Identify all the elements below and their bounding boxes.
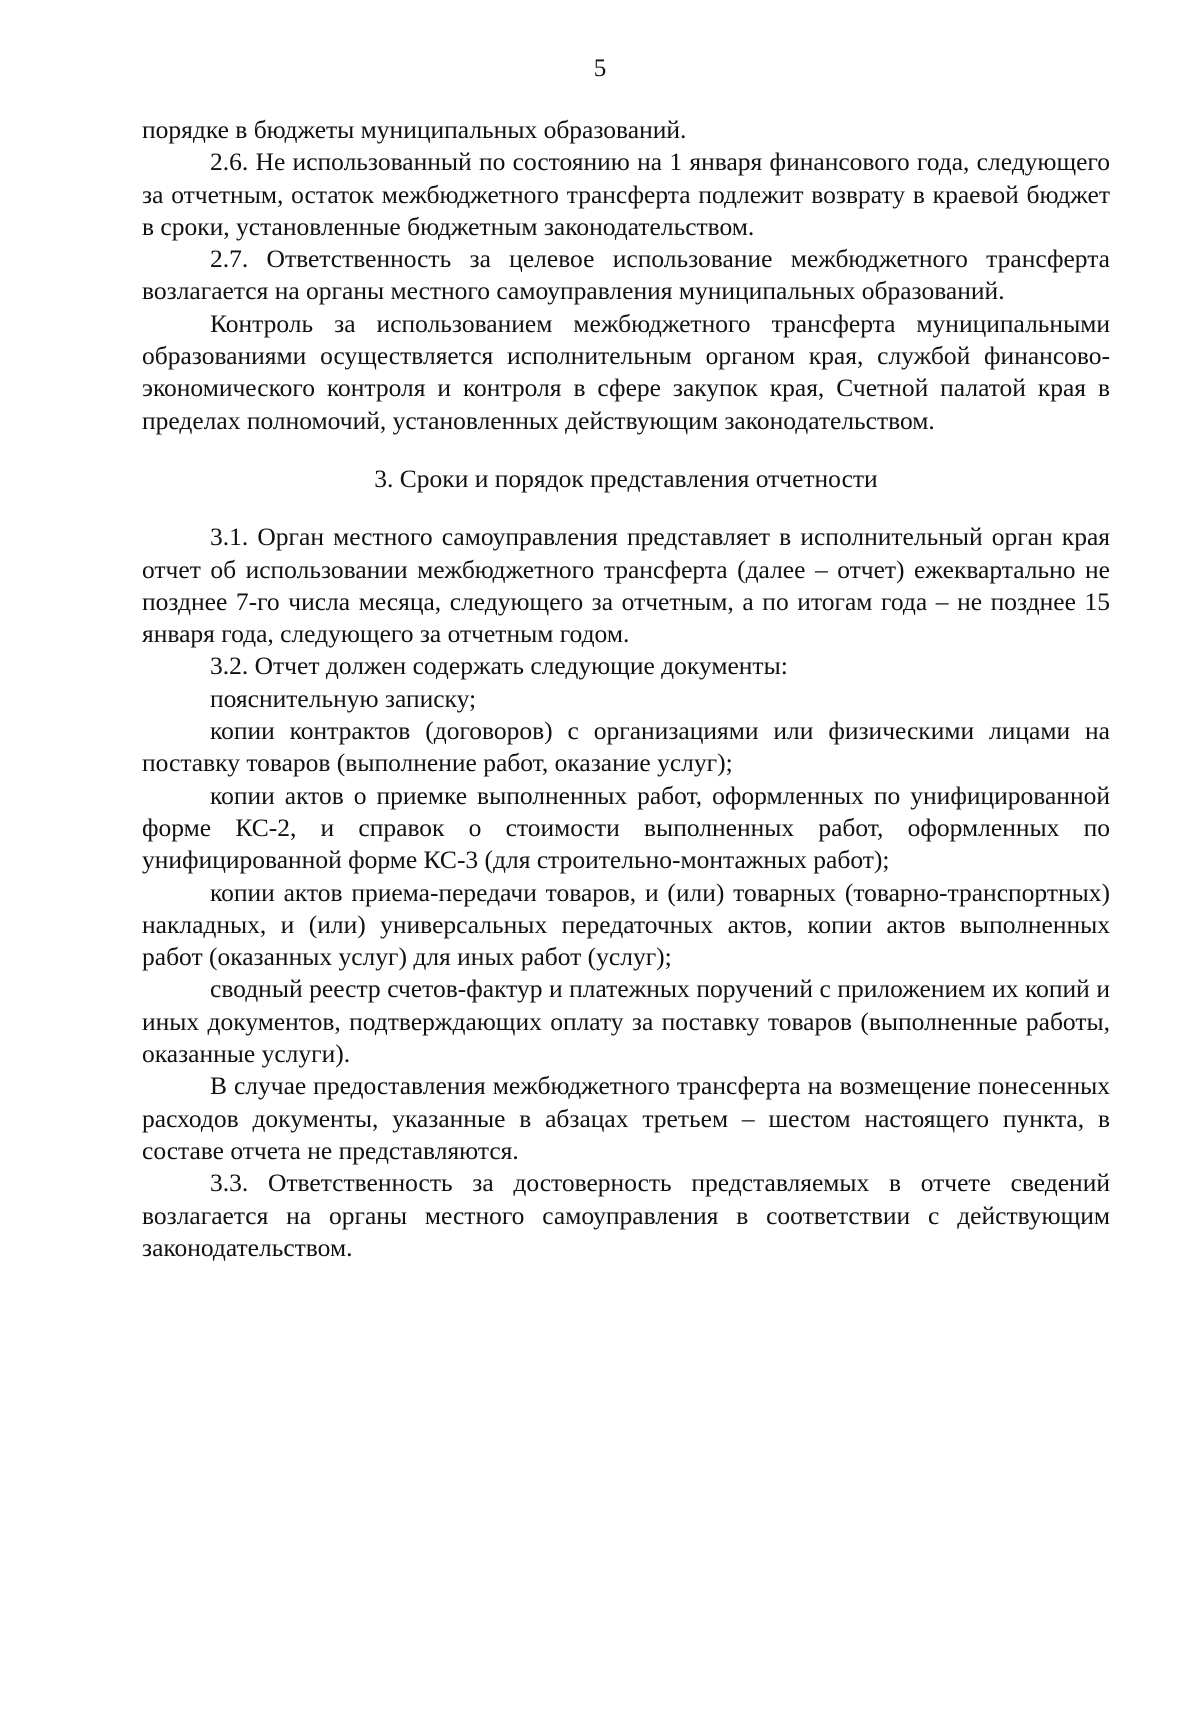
paragraph-2-7: 2.7. Ответственность за целевое использование межбюджетного трансферта возлагается на органы местного самоуправления муниципальных образований. bbox=[142, 244, 1110, 306]
list-item-acts-transfer: копии актов приема-передачи товаров, и (или) товарных (товарно-транспортных) накладных, и (или) универсальных передаточных актов, копии актов выполненных работ (оказанных услуг) для иных работ (услуг); bbox=[142, 877, 1110, 972]
paragraph-continuation: порядке в бюджеты муниципальных образований. bbox=[142, 115, 687, 144]
paragraph-compensation: В случае предоставления межбюджетного трансферта на возмещение понесенных расходов документы, указанные в абзацах третьем – шестом настоящего пункта, в составе отчета не представляются. bbox=[142, 1071, 1110, 1165]
list-item-explanatory-note: пояснительную записку; bbox=[210, 683, 477, 713]
paragraph-3-3: 3.3. Ответственность за достоверность представляемых в отчете сведений возлагается на органы местного самоуправления в соответствии с действующим законодательством. bbox=[142, 1168, 1110, 1262]
document-body bbox=[142, 114, 1110, 1264]
list-item-acts-ks: копии актов о приемке выполненных работ, оформленных по унифицированной форме КС-2, и справок о стоимости выполненных работ, оформленных по унифицированной форме КС-3 (для строительно-монтажных работ); bbox=[142, 780, 1110, 875]
paragraph-2-6: 2.6. Не использованный по состоянию на 1 января финансового года, следующего за отчетным, остаток межбюджетного трансферта подлежит возврату в краевой бюджет в сроки, установленные бюджетным законодательством. bbox=[142, 147, 1110, 241]
paragraph-3-2: 3.2. Отчет должен содержать следующие документы: bbox=[210, 651, 788, 681]
paragraph-3-1: 3.1. Орган местного самоуправления представляет в исполнительный орган края отчет об использовании межбюджетного трансферта (далее – отчет) ежеквартально не позднее 7-го числа месяца, следующего за отчетным, а по итогам года – не позднее 15 января года, следующего за отчетным годом. bbox=[142, 522, 1110, 649]
paragraph-control: Контроль за использованием межбюджетного трансферта муниципальными образованиями осуществляется исполнительным органом края, службой финансово-экономического контроля и контроля в сфере закупок края, Счетной палатой края в пределах полномочий, установленных действующим законодательством. bbox=[142, 308, 1110, 435]
page-number: 5 bbox=[593, 55, 607, 82]
list-item-registry: сводный реестр счетов-фактур и платежных поручений с приложением их копий и иных документов, подтверждающих оплату за поставку товаров (выполненные работы, оказанные услуги). bbox=[142, 974, 1110, 1069]
section-3-heading: 3. Сроки и порядок представления отчетности bbox=[374, 463, 878, 493]
list-item-contracts: копии контрактов (договоров) с организациями или физическими лицами на поставку товаров (выполнение работ, оказание услуг); bbox=[142, 716, 1110, 778]
